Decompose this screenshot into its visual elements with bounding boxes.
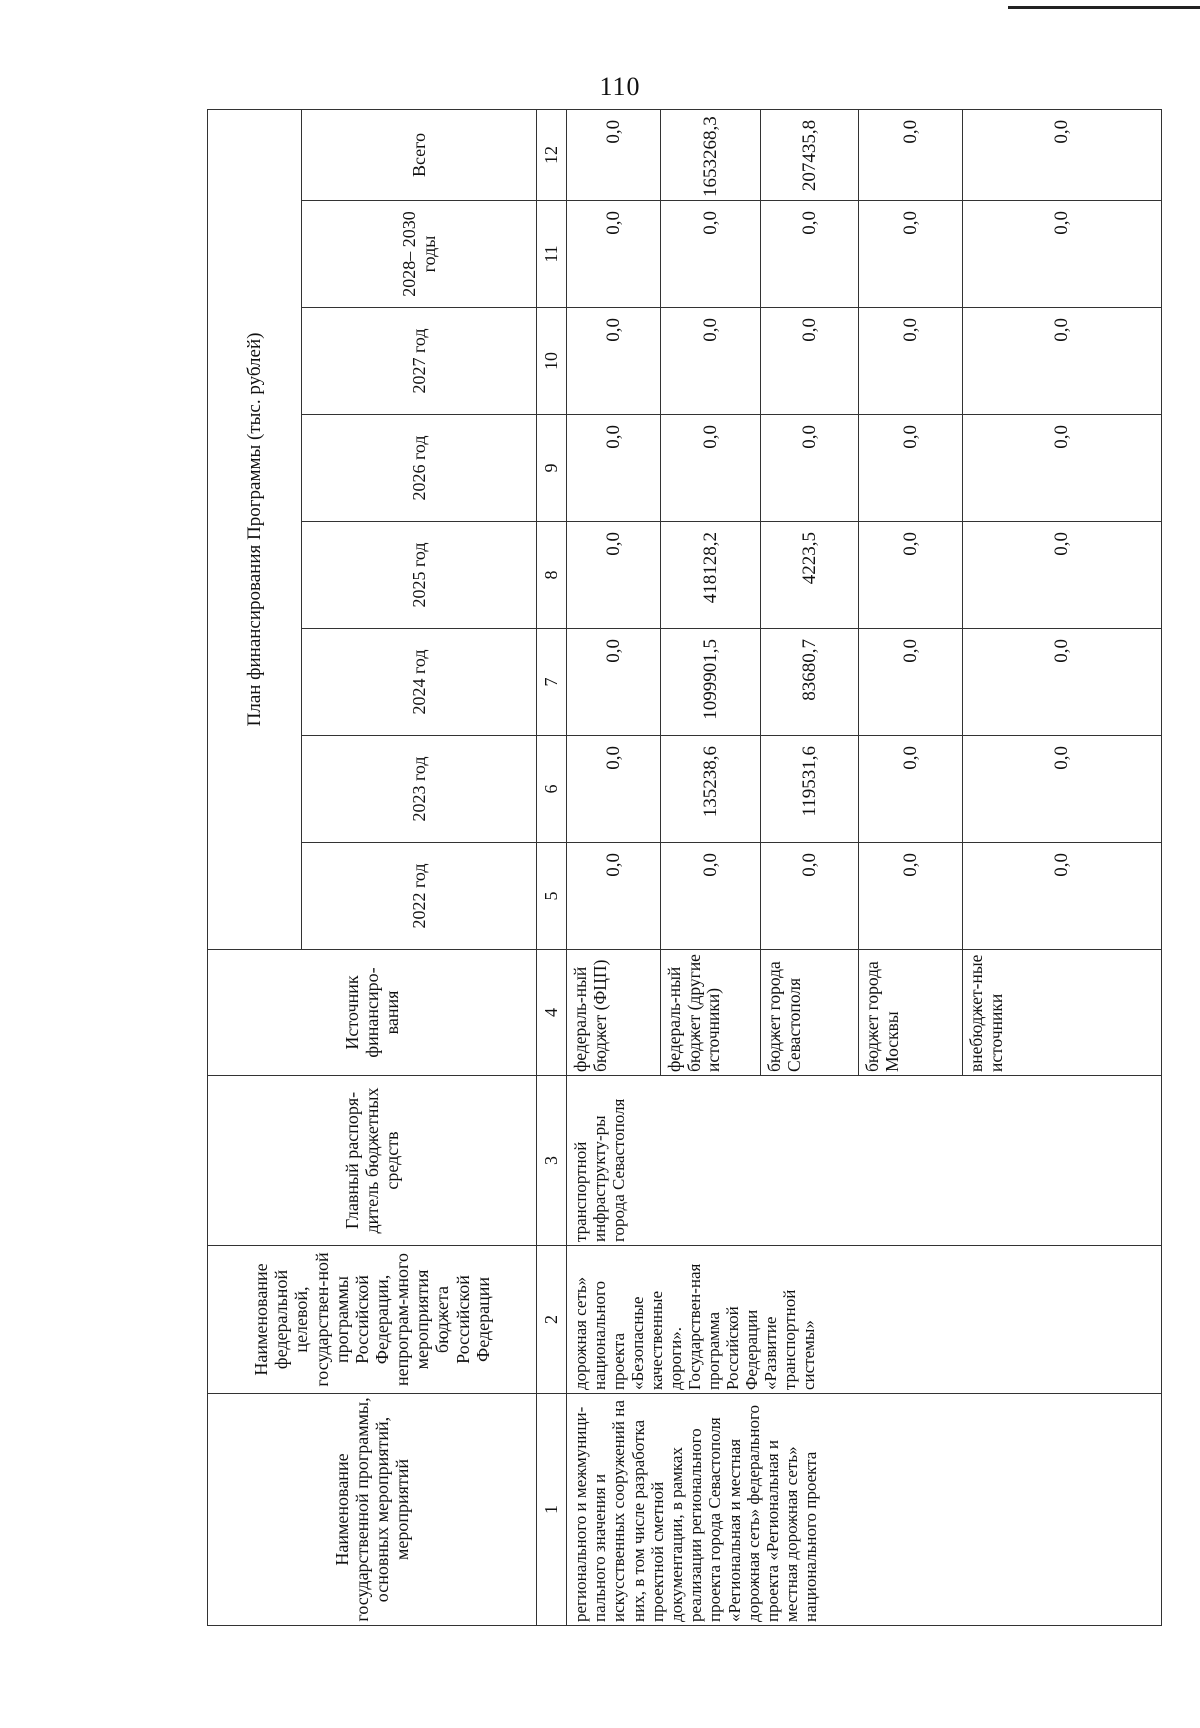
value-cell: 0,0 — [963, 522, 1162, 629]
value-cell: 0,0 — [567, 843, 661, 950]
column-number: 2 — [537, 1246, 567, 1394]
value-cell: 1653268,3 — [661, 109, 761, 200]
federal-program-cell: дорожная сеть» национального проекта «Безопасные качественные дороги». Государствен-ная программа Российской Федерации «Развитие транспортной системы» — [567, 1246, 1162, 1394]
value-cell: 0,0 — [567, 629, 661, 736]
value-cell: 207435,8 — [761, 109, 859, 200]
value-cell: 0,0 — [963, 843, 1162, 950]
value-cell: 83680,7 — [761, 629, 859, 736]
column-number: 12 — [537, 109, 567, 200]
value-cell: 0,0 — [963, 308, 1162, 415]
header-federal-program: Наименование федеральной целевой, государствен-ной программы Российской Федерации, непрограм-много мероприятия бюджета Российской Федерации — [208, 1246, 537, 1394]
value-cell: 0,0 — [567, 308, 661, 415]
column-number: 3 — [537, 1076, 567, 1246]
value-cell: 0,0 — [963, 109, 1162, 200]
value-cell: 0,0 — [661, 415, 761, 522]
value-cell: 135238,6 — [661, 736, 761, 843]
column-number: 4 — [537, 950, 567, 1076]
value-cell: 0,0 — [859, 308, 963, 415]
header-administrator: Главный распоря-дитель бюджетных средств — [208, 1076, 537, 1246]
value-cell: 0,0 — [567, 201, 661, 308]
year-header: Всего — [302, 109, 537, 200]
value-cell: 0,0 — [567, 109, 661, 200]
column-number: 11 — [537, 201, 567, 308]
year-header: 2028– 2030 годы — [302, 201, 537, 308]
year-header: 2022 год — [302, 843, 537, 950]
value-cell: 0,0 — [963, 736, 1162, 843]
value-cell: 0,0 — [859, 629, 963, 736]
year-header: 2025 год — [302, 522, 537, 629]
value-cell: 0,0 — [761, 201, 859, 308]
table-row — [567, 109, 661, 1625]
column-number: 10 — [537, 308, 567, 415]
value-cell: 119531,6 — [761, 736, 859, 843]
financing-table — [207, 109, 1162, 1626]
value-cell: 0,0 — [963, 415, 1162, 522]
value-cell: 0,0 — [859, 843, 963, 950]
header-plan: План финансирования Программы (тыс. рублей) — [208, 109, 302, 949]
value-cell: 0,0 — [859, 201, 963, 308]
year-header: 2027 год — [302, 308, 537, 415]
source-cell: федераль-ный бюджет (другие источники) — [661, 950, 761, 1076]
column-number: 7 — [537, 629, 567, 736]
year-header: 2023 год — [302, 736, 537, 843]
column-number: 6 — [537, 736, 567, 843]
value-cell: 4223,5 — [761, 522, 859, 629]
source-cell: бюджет города Севастополя — [761, 950, 859, 1076]
column-number: 9 — [537, 415, 567, 522]
column-number: 1 — [537, 1394, 567, 1626]
value-cell: 0,0 — [661, 843, 761, 950]
value-cell: 0,0 — [859, 415, 963, 522]
value-cell: 0,0 — [567, 522, 661, 629]
value-cell: 1099901,5 — [661, 629, 761, 736]
header-source: Источник финансиро-вания — [208, 950, 537, 1076]
value-cell: 0,0 — [761, 308, 859, 415]
value-cell: 0,0 — [661, 308, 761, 415]
header-program: Наименование государственной программы, основных мероприятий, мероприятий — [208, 1394, 537, 1626]
value-cell: 0,0 — [963, 629, 1162, 736]
top-rule — [1008, 6, 1200, 9]
source-cell: федераль-ный бюджет (ФЦП) — [567, 950, 661, 1076]
year-header: 2026 год — [302, 415, 537, 522]
value-cell: 0,0 — [859, 109, 963, 200]
column-number: 8 — [537, 522, 567, 629]
value-cell: 0,0 — [661, 201, 761, 308]
administrator-cell: транспортной инфраструкту-ры города Севастополя — [567, 1076, 1162, 1246]
value-cell: 418128,2 — [661, 522, 761, 629]
value-cell: 0,0 — [567, 415, 661, 522]
source-cell: бюджет города Москвы — [859, 950, 963, 1076]
column-number: 5 — [537, 843, 567, 950]
program-name-cell: регионального и межмуници-пального значения и искусственных сооружений на них, в том числе разработка проектной сметной документации, в рамках реализации регионального проекта города Севастополя «Региональная и местная дорожная сеть» федерального проекта «Региональная и местная дорожная сеть» национального проекта — [567, 1394, 1162, 1626]
value-cell: 0,0 — [963, 201, 1162, 308]
year-header: 2024 год — [302, 629, 537, 736]
value-cell: 0,0 — [761, 843, 859, 950]
value-cell: 0,0 — [567, 736, 661, 843]
rotated-financing-table — [207, 110, 1161, 1626]
value-cell: 0,0 — [859, 522, 963, 629]
source-cell: внебюджет-ные источники — [963, 950, 1162, 1076]
page-number: 110 — [599, 72, 641, 101]
value-cell: 0,0 — [859, 736, 963, 843]
value-cell: 0,0 — [761, 415, 859, 522]
